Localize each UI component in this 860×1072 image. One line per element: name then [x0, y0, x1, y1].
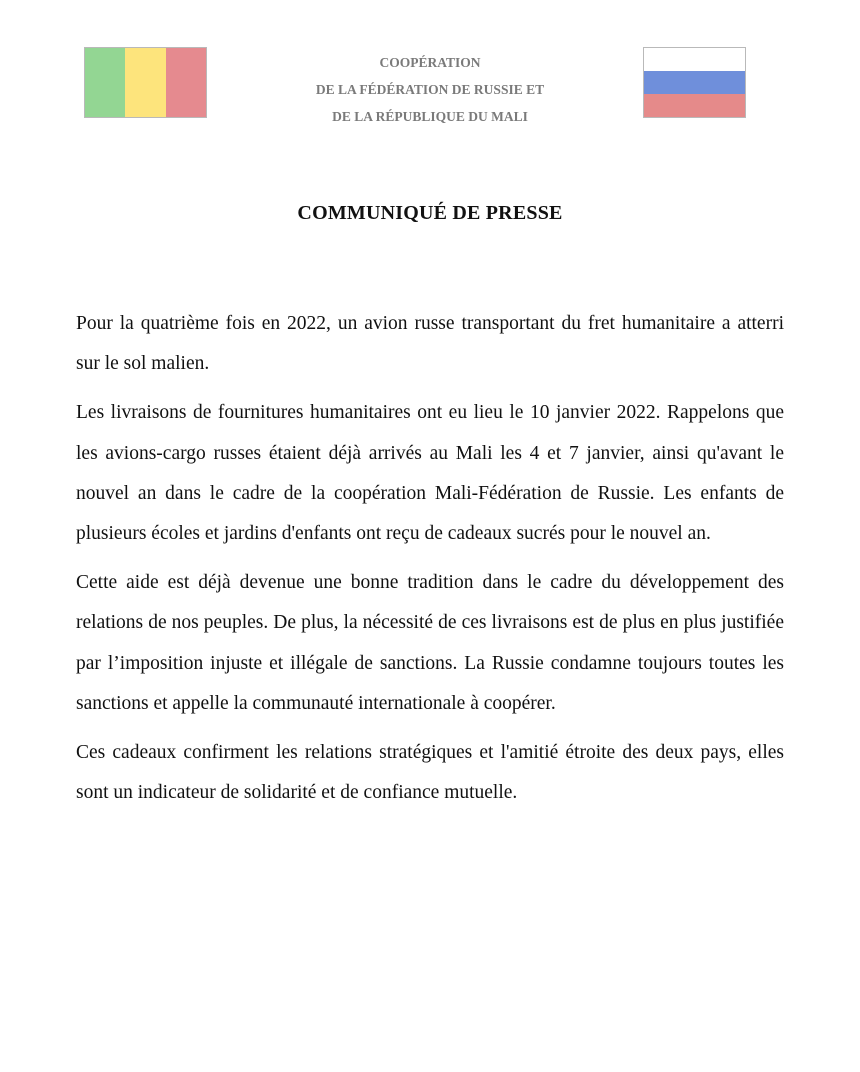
mali-flag-icon	[84, 47, 207, 118]
body-paragraph: Ces cadeaux confirment les relations stratégiques et l'amitié étroite des deux pays, elles sont un indicateur de solidarité et de confiance mutuelle.	[76, 742, 784, 804]
mali-flag-band-red	[166, 48, 206, 117]
russia-flag-band-white	[644, 48, 745, 71]
letterhead-line: COOPÉRATION	[379, 55, 481, 70]
russia-flag-band-red	[644, 94, 745, 117]
body-paragraph: Cette aide est déjà devenue une bonne tradition dans le cadre du développement des relations de nos peuples. De plus, la nécessité de ces livraisons est de plus en plus justifiée par l’imposition injuste et illégale de sanctions. La Russie condamne toujours toutes les sanctions et appelle la communauté internationale à coopérer.	[76, 572, 784, 714]
letterhead-line: DE LA FÉDÉRATION DE RUSSIE ET	[315, 82, 545, 97]
russia-flag-icon	[643, 47, 746, 118]
body-paragraph: Les livraisons de fournitures humanitaires ont eu lieu le 10 janvier 2022. Rappelons que les avions-cargo russes étaient déjà arrivés au Mali les 4 et 7 janvier, ainsi qu'avant le nouvel an dans le cadre de la coopération Mali-Fédération de Russie. Les enfants de plusieurs écoles et jardins d'enfants ont reçu de cadeaux sucrés pour le nouvel an.	[76, 402, 784, 545]
letterhead	[240, 49, 620, 130]
mali-flag-band-yellow	[125, 48, 165, 117]
body-paragraph: Pour la quatrième fois en 2022, un avion russe transportant du fret humanitaire a atterri sur le sol malien.	[76, 313, 784, 375]
mali-flag-band-green	[85, 48, 125, 117]
document-title: COMMUNIQUÉ DE PRESSE	[297, 202, 563, 224]
document-body	[76, 304, 784, 822]
russia-flag-band-blue	[644, 71, 745, 94]
letterhead-line: DE LA RÉPUBLIQUE DU MALI	[332, 109, 528, 124]
